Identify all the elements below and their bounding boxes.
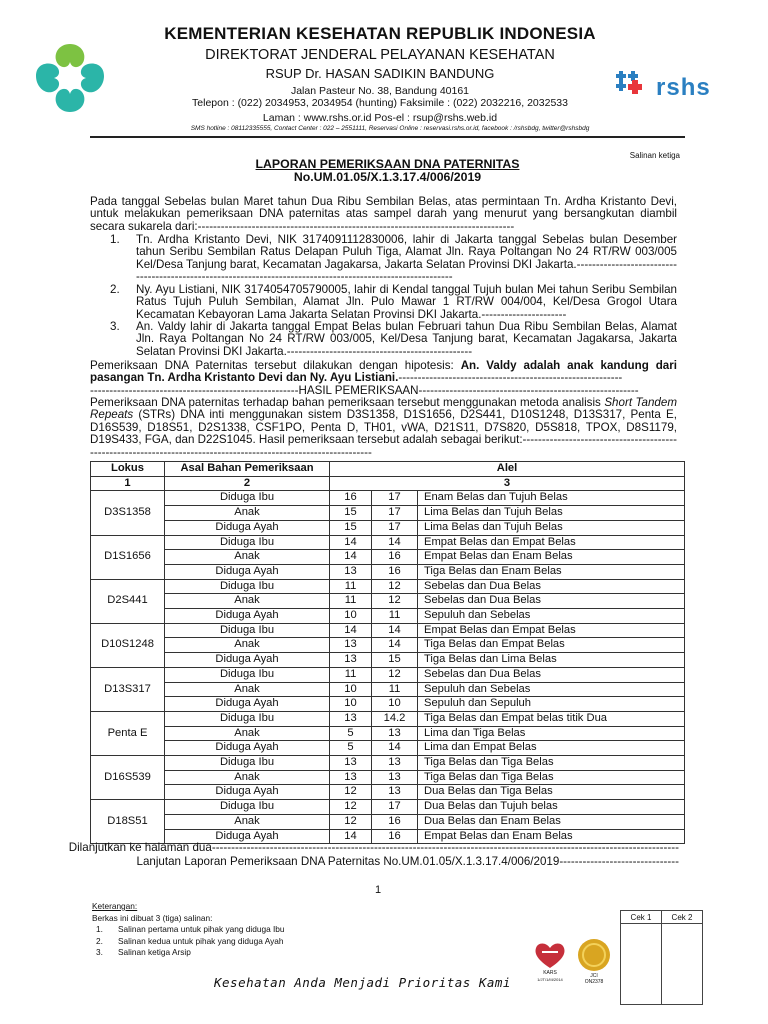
report-number: No.UM.01.05/X.1.3.17.4/006/2019 — [293, 170, 482, 184]
check-1-label: Cek 1 — [621, 911, 662, 924]
allele-words: Tiga Belas dan Tiga Belas — [418, 756, 685, 771]
table-row — [91, 550, 685, 565]
subject-item — [90, 234, 677, 284]
page-number: 1 — [375, 884, 382, 896]
allele-2: 13 — [372, 785, 418, 800]
locus-name: D18S51 — [91, 800, 165, 844]
allele-words: Tiga Belas dan Lima Belas — [418, 653, 685, 668]
subject-text: An. Valdy lahir di Jakarta tanggal Empat Belas bulan Februari tahun Dua Ribu Sembilan Belas, Alamat Jln. Raya Poltangan No 24 RT/RW 003/005, Kel/Desa Tanjung barat, Kecamatan Jagakarsa, Jakarta Selatan Provinsi DKI Jakarta.------------------------------------------------ — [136, 320, 677, 358]
hypothesis-paragraph — [90, 360, 677, 385]
allele-words: Empat Belas dan Enam Belas — [418, 829, 685, 844]
subject-number: 2. — [110, 283, 120, 296]
sample-source: Diduga Ayah — [165, 520, 330, 535]
hospital-hotline: SMS hotline : 08112335555, Contact Center : 022 – 2551111, Reservasi Online : reservasi.rshs.or.id, facebook : /rshsbdg, twitter@rshsbdg — [190, 125, 590, 132]
kars-logo-icon — [532, 940, 568, 970]
subject-number: 3. — [110, 320, 120, 333]
sample-source: Diduga Ayah — [165, 741, 330, 756]
check-1-box — [621, 924, 662, 1005]
subject-item — [90, 321, 677, 358]
header-source: Asal Bahan Pemeriksaan — [165, 462, 330, 477]
note-item-text: Salinan kedua untuk pihak yang diduga Ayah — [118, 935, 284, 946]
header-rule — [90, 136, 685, 138]
sample-source: Anak — [165, 726, 330, 741]
method-text: Pemeriksaan DNA paternitas terhadap bahan pemeriksaan tersebut menggunakan metoda analisis — [90, 396, 605, 409]
check-box — [620, 910, 703, 1005]
report-title: LAPORAN PEMERIKSAAN DNA PATERNITAS — [255, 157, 520, 171]
directorate-name: DIREKTORAT JENDERAL PELAYANAN KESEHATAN — [205, 47, 555, 63]
sample-source: Diduga Ayah — [165, 785, 330, 800]
hospital-name: RSUP Dr. HASAN SADIKIN BANDUNG — [265, 66, 495, 81]
jci-label: JCI — [590, 973, 598, 979]
allele-words: Dua Belas dan Tujuh belas — [418, 800, 685, 815]
allele-words: Dua Belas dan Enam Belas — [418, 814, 685, 829]
kars-seal — [528, 940, 572, 986]
allele-2: 11 — [372, 682, 418, 697]
locus-name: D3S1358 — [91, 491, 165, 535]
continued-note: -------------------------------------------------------------------------------------------------------------------------Dilanjutkan ke halaman dua — [68, 841, 679, 854]
allele-words: Lima Belas dan Tujuh Belas — [418, 520, 685, 535]
allele-2: 14.2 — [372, 711, 418, 726]
allele-2: 14 — [372, 623, 418, 638]
kars-label: KARS — [543, 970, 557, 976]
allele-2: 16 — [372, 550, 418, 565]
table-row — [91, 594, 685, 609]
allele-words: Enam Belas dan Tujuh Belas — [418, 491, 685, 506]
allele-words: Tiga Belas dan Tiga Belas — [418, 770, 685, 785]
allele-2: 13 — [372, 726, 418, 741]
rshs-logo — [612, 68, 732, 108]
table-row — [91, 520, 685, 535]
table-row — [91, 623, 685, 638]
allele-2: 17 — [372, 491, 418, 506]
table-row — [91, 726, 685, 741]
table-row — [91, 491, 685, 506]
note-line: Berkas ini dibuat 3 (tiga) salinan: — [92, 912, 213, 923]
allele-1: 13 — [330, 638, 372, 653]
allele-words: Tiga Belas dan Empat belas titik Dua — [418, 711, 685, 726]
allele-words: Lima Belas dan Tujuh Belas — [418, 506, 685, 521]
allele-words: Sepuluh dan Sebelas — [418, 609, 685, 624]
allele-words: Empat Belas dan Empat Belas — [418, 535, 685, 550]
allele-2: 17 — [372, 800, 418, 815]
kars-number: 1/JT/1/III/2014 — [537, 977, 563, 982]
allele-2: 16 — [372, 564, 418, 579]
result-heading: ------------------------------------------------------HASIL PEMERIKSAAN--------------------------------------------------------- — [90, 384, 639, 397]
hospital-address: Jalan Pasteur No. 38, Bandung 40161 — [290, 85, 470, 97]
sample-source: Anak — [165, 770, 330, 785]
note-title: Keterangan: — [92, 901, 138, 911]
method-text-2: (STRs) DNA inti menggunakan sistem D3S1358, D1S1656, D2S441, D10S1248, D13S317, Penta E, D16S539, D18S51, D2S1338, CSF1PO, Penta D, TH01, vWA, D21S11, D7S820, D5S818, TPOX, D8S1179, D19S433, FGA, dan D22S1045. Hasil pemeriksaan tersebut adalah sebagai berikut:----------------------------------------------------------------------------------------------------------------- — [90, 408, 677, 459]
table-row — [91, 638, 685, 653]
allele-table — [90, 461, 685, 844]
allele-1: 13 — [330, 564, 372, 579]
table-row — [91, 785, 685, 800]
subject-item — [90, 284, 677, 321]
allele-1: 11 — [330, 667, 372, 682]
continuation-note: -------------------------------Lanjutan Laporan Pemeriksaan DNA Paternitas No.UM.01.05/X.1.3.17.4/006/2019 — [136, 855, 679, 868]
sample-source: Diduga Ayah — [165, 564, 330, 579]
header-num-3: 3 — [330, 476, 685, 491]
sample-source: Diduga Ayah — [165, 697, 330, 712]
table-row — [91, 697, 685, 712]
allele-1: 13 — [330, 711, 372, 726]
rshs-cross-icon — [612, 68, 656, 104]
allele-2: 10 — [372, 697, 418, 712]
note-item-number: 1. — [96, 924, 103, 934]
method-italic: Short Tandem Repeats — [90, 396, 677, 422]
table-row — [91, 770, 685, 785]
note-item-text: Salinan pertama untuk pihak yang diduga Ibu — [118, 924, 285, 934]
allele-2: 17 — [372, 506, 418, 521]
allele-1: 15 — [330, 506, 372, 521]
allele-words: Sepuluh dan Sepuluh — [418, 697, 685, 712]
sample-source: Diduga Ibu — [165, 623, 330, 638]
table-row — [91, 579, 685, 594]
allele-words: Sepuluh dan Sebelas — [418, 682, 685, 697]
sample-source: Anak — [165, 638, 330, 653]
allele-1: 10 — [330, 697, 372, 712]
header-allele: Alel — [330, 462, 685, 477]
rshs-logo-text: rshs — [656, 74, 711, 101]
table-row — [91, 506, 685, 521]
locus-name: Penta E — [91, 711, 165, 755]
locus-name: D2S441 — [91, 579, 165, 623]
allele-1: 15 — [330, 520, 372, 535]
table-row — [91, 741, 685, 756]
allele-2: 14 — [372, 638, 418, 653]
table-row — [91, 609, 685, 624]
hospital-phone: Telepon : (022) 2034953, 2034954 (hunting) Faksimile : (022) 2032216, 2032533 — [192, 97, 568, 109]
allele-1: 14 — [330, 623, 372, 638]
footer-notes — [92, 901, 285, 959]
header-num-2: 2 — [165, 476, 330, 491]
allele-2: 13 — [372, 756, 418, 771]
allele-words: Dua Belas dan Tiga Belas — [418, 785, 685, 800]
jci-gold-seal-icon — [577, 938, 611, 972]
sample-source: Diduga Ibu — [165, 535, 330, 550]
sample-source: Diduga Ayah — [165, 829, 330, 844]
sample-source: Diduga Ibu — [165, 491, 330, 506]
allele-2: 16 — [372, 829, 418, 844]
motto: Kesehatan Anda Menjadi Prioritas Kami — [214, 975, 511, 990]
sample-source: Diduga Ibu — [165, 800, 330, 815]
allele-1: 12 — [330, 814, 372, 829]
sample-source: Diduga Ibu — [165, 756, 330, 771]
hospital-web: Laman : www.rshs.or.id Pos-el : rsup@rshs.web.id — [262, 112, 498, 124]
sample-source: Diduga Ibu — [165, 579, 330, 594]
table-number-row — [91, 476, 685, 491]
note-item-number: 3. — [96, 947, 103, 957]
header-locus: Lokus — [91, 462, 165, 477]
header-num-1: 1 — [91, 476, 165, 491]
table-row — [91, 756, 685, 771]
ministry-name: KEMENTERIAN KESEHATAN REPUBLIK INDONESIA — [164, 24, 596, 43]
note-item-number: 2. — [96, 935, 103, 946]
subject-number: 1. — [110, 233, 120, 246]
allele-2: 12 — [372, 667, 418, 682]
locus-name: D16S539 — [91, 756, 165, 800]
allele-1: 10 — [330, 682, 372, 697]
table-row — [91, 711, 685, 726]
allele-1: 16 — [330, 491, 372, 506]
locus-name: D13S317 — [91, 667, 165, 711]
table-row — [91, 682, 685, 697]
copy-label: Salinan ketiga — [629, 151, 680, 160]
allele-words: Lima dan Tiga Belas — [418, 726, 685, 741]
allele-words: Sebelas dan Dua Belas — [418, 667, 685, 682]
sample-source: Anak — [165, 550, 330, 565]
hypothesis-text: Pemeriksaan DNA Paternitas tersebut dilakukan dengan hipotesis: — [90, 359, 454, 372]
allele-1: 5 — [330, 726, 372, 741]
table-row — [91, 653, 685, 668]
allele-1: 10 — [330, 609, 372, 624]
table-row — [91, 535, 685, 550]
note-item — [92, 947, 285, 959]
allele-1: 12 — [330, 785, 372, 800]
allele-1: 13 — [330, 770, 372, 785]
jci-code: ON2378 — [584, 979, 604, 985]
table-row — [91, 800, 685, 815]
table-row — [91, 814, 685, 829]
allele-1: 14 — [330, 550, 372, 565]
sample-source: Diduga Ibu — [165, 711, 330, 726]
sample-source: Diduga Ayah — [165, 609, 330, 624]
subject-text: Tn. Ardha Kristanto Devi, NIK 3174091112830006, lahir di Jakarta tanggal Sebelas bulan Desember tahun Seribu Sembilan Ratus Delapan Puluh Tiga, Alamat Jln. Raya Poltangan No 24 RT/RW 003/005 Kel/Desa Tanjung barat, Kecamatan Jagakarsa, Jakarta Selatan Provinsi DKI Jakarta.------------------------------------------------------------------------------------------------------------ — [136, 233, 677, 284]
allele-1: 14 — [330, 829, 372, 844]
sample-source: Anak — [165, 506, 330, 521]
allele-1: 13 — [330, 653, 372, 668]
hypothesis-dashes: ---------------------------------------------------------- — [398, 371, 623, 385]
table-row — [91, 564, 685, 579]
sample-source: Diduga Ibu — [165, 667, 330, 682]
sample-source: Anak — [165, 594, 330, 609]
allele-table-body — [91, 491, 685, 844]
locus-name: D1S1656 — [91, 535, 165, 579]
allele-words: Empat Belas dan Empat Belas — [418, 623, 685, 638]
allele-2: 14 — [372, 741, 418, 756]
allele-words: Lima dan Empat Belas — [418, 741, 685, 756]
note-item — [92, 924, 285, 936]
jci-seal — [574, 938, 614, 986]
table-header-row — [91, 462, 685, 477]
allele-1: 11 — [330, 594, 372, 609]
allele-words: Sebelas dan Dua Belas — [418, 594, 685, 609]
sample-source: Diduga Ayah — [165, 653, 330, 668]
note-item-text: Salinan ketiga Arsip — [118, 947, 191, 957]
hypothesis-statement: An. Valdy adalah anak kandung dari pasangan Tn. Ardha Kristanto Devi dan Ny. Ayu Listiani. — [90, 359, 677, 385]
check-2-box — [662, 924, 703, 1005]
allele-1: 13 — [330, 756, 372, 771]
allele-1: 14 — [330, 535, 372, 550]
subject-text: Ny. Ayu Listiani, NIK 3174054705790005, lahir di Kendal tanggal Tujuh bulan Mei tahun Seribu Sembilan Ratus Tujuh Puluh Sembilan, Alamat Jln. Pulo Mawar 1 RT/RW 004/004, Kel/Desa Grogol Utara Kecamatan Kebayoran Lama Jakarta Selatan Provinsi DKI Jakarta.---------------------- — [136, 283, 677, 321]
method-paragraph — [90, 397, 677, 459]
allele-1: 11 — [330, 579, 372, 594]
sample-source: Anak — [165, 814, 330, 829]
allele-2: 12 — [372, 594, 418, 609]
subject-list — [90, 234, 677, 358]
allele-2: 14 — [372, 535, 418, 550]
allele-2: 12 — [372, 579, 418, 594]
allele-words: Empat Belas dan Enam Belas — [418, 550, 685, 565]
allele-words: Tiga Belas dan Enam Belas — [418, 564, 685, 579]
allele-2: 17 — [372, 520, 418, 535]
allele-2: 15 — [372, 653, 418, 668]
intro-paragraph — [90, 196, 677, 233]
allele-2: 11 — [372, 609, 418, 624]
table-row — [91, 667, 685, 682]
allele-words: Tiga Belas dan Empat Belas — [418, 638, 685, 653]
allele-1: 12 — [330, 800, 372, 815]
allele-1: 5 — [330, 741, 372, 756]
locus-name: D10S1248 — [91, 623, 165, 667]
allele-2: 13 — [372, 770, 418, 785]
allele-words: Sebelas dan Dua Belas — [418, 579, 685, 594]
allele-2: 16 — [372, 814, 418, 829]
note-item — [92, 936, 285, 948]
intro-text: Pada tanggal Sebelas bulan Maret tahun Dua Ribu Sembilan Belas, atas permintaan Tn. Ardha Kristanto Devi, untuk melakukan pemeriksaan DNA paternitas atas sampel darah yang menurut yang bersangkutan diambil secara sukarela dari:---------------------------------------------------------------------------------- — [90, 195, 677, 233]
sample-source: Anak — [165, 682, 330, 697]
check-2-label: Cek 2 — [662, 911, 703, 924]
ministry-logo — [30, 38, 110, 118]
